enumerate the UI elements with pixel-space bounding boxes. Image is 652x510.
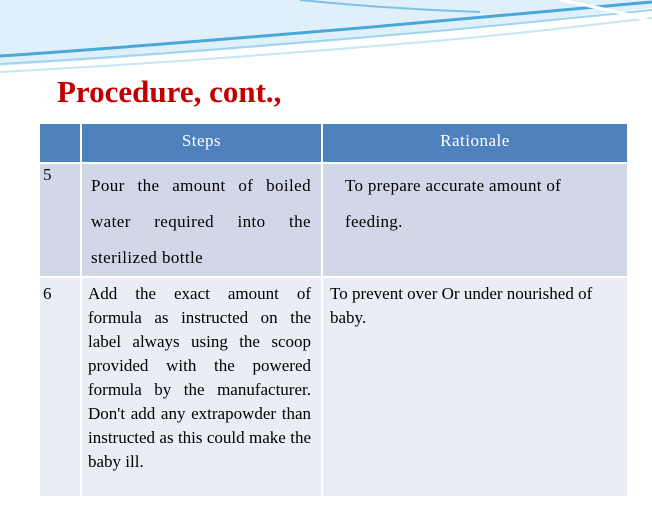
step-text: Add the exact amount of formula as instructed on the label always using the scoop provided with the powered formula by the manufacturer. Don't add any extrapowder than instructed as this could make the baby ill. bbox=[88, 284, 311, 471]
rationale-cell bbox=[322, 277, 628, 497]
header-number-label bbox=[40, 124, 80, 131]
header-number bbox=[39, 123, 81, 163]
step-text: Pour the amount of boiled water required into the sterilized bottle bbox=[91, 176, 311, 267]
row-number: 5 bbox=[43, 165, 52, 184]
rationale-text: To prepare accurate amount of feeding. bbox=[345, 176, 562, 231]
header-rationale bbox=[322, 123, 628, 163]
step-cell bbox=[81, 277, 322, 497]
table-header-row bbox=[39, 123, 628, 163]
slide-title: Procedure, cont., bbox=[57, 74, 282, 109]
header-steps bbox=[81, 123, 322, 163]
header-rationale-label: Rationale bbox=[440, 131, 510, 150]
row-number-cell bbox=[39, 277, 81, 497]
rationale-cell bbox=[322, 163, 628, 277]
row-number-cell bbox=[39, 163, 81, 277]
step-cell bbox=[81, 163, 322, 277]
rationale-text: To prevent over Or under nourished of baby. bbox=[330, 284, 593, 327]
header-steps-label: Steps bbox=[181, 131, 222, 150]
table-row bbox=[39, 163, 628, 277]
table-row bbox=[39, 277, 628, 497]
row-number: 6 bbox=[43, 284, 52, 303]
procedure-table bbox=[38, 122, 629, 498]
